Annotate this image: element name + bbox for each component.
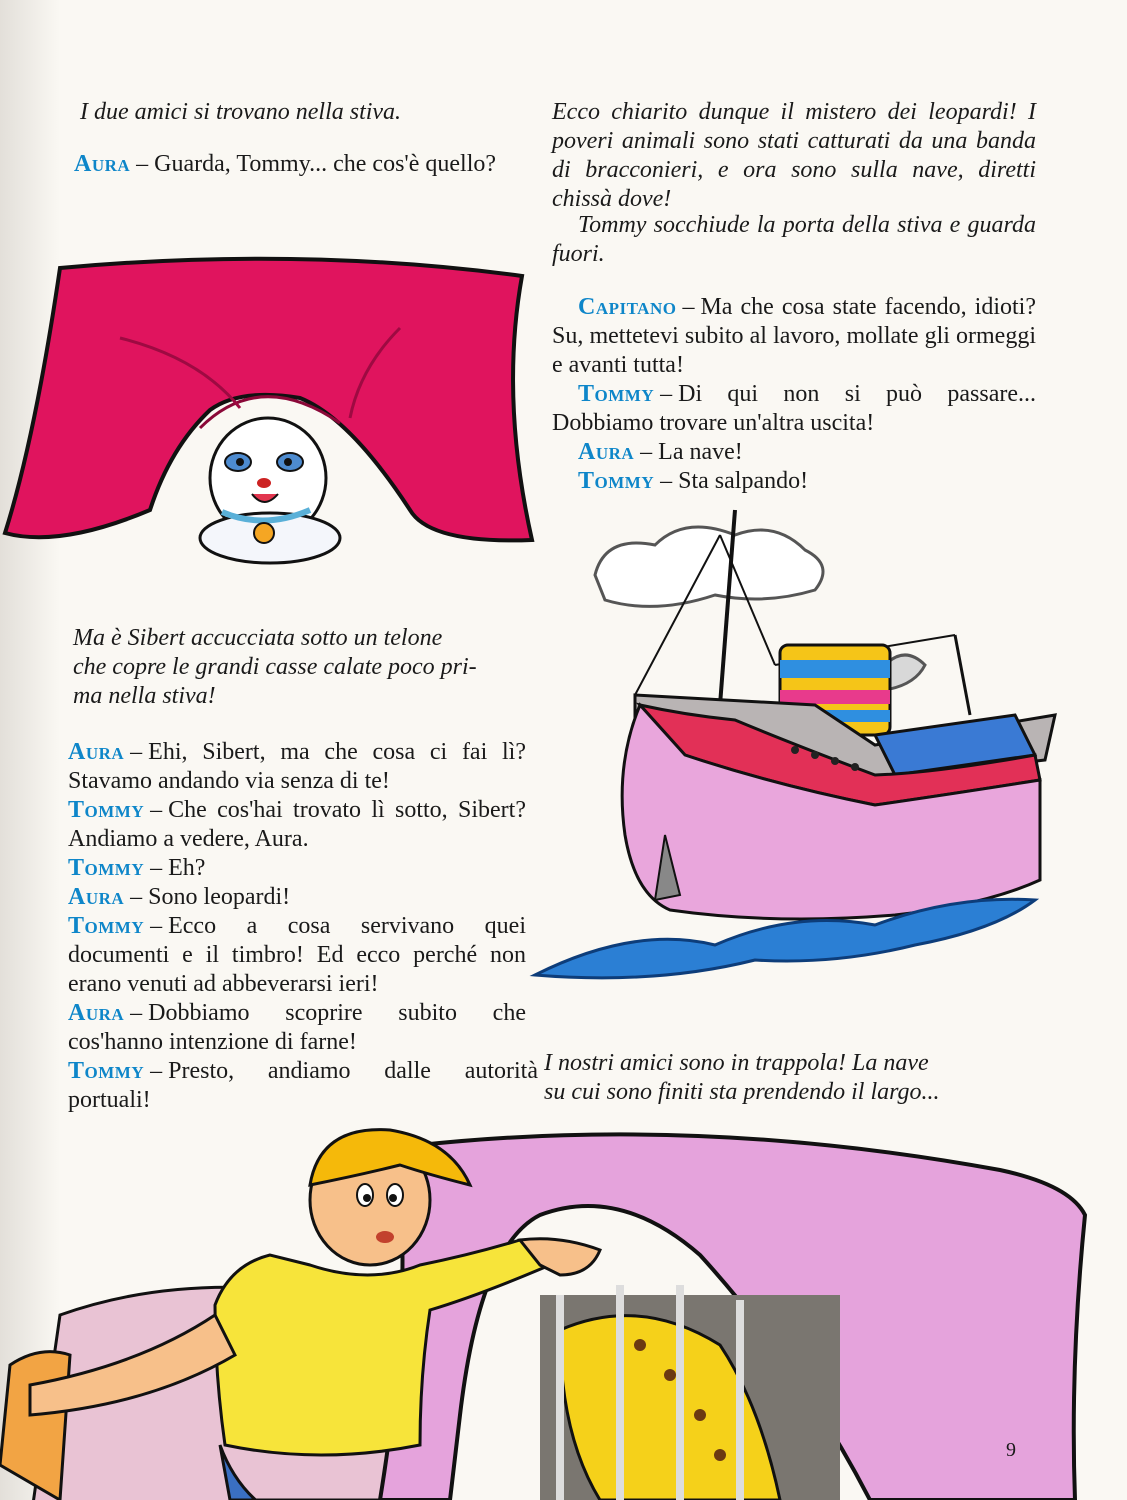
ship-illustration bbox=[515, 505, 1060, 1000]
left-dialogue-list bbox=[68, 738, 538, 1115]
speaker-label: Aura bbox=[74, 151, 131, 177]
speaker-label: Aura bbox=[68, 884, 125, 910]
speaker-label: Tommy bbox=[68, 797, 145, 823]
dialogue-line: Tommy – Presto, andiamo dalle autorità portuali! bbox=[68, 1058, 538, 1113]
tommy-door-narration: Tommy socchiude la porta della stiva e guarda fuori. bbox=[552, 212, 1036, 267]
sibert-under-tarp-illustration bbox=[0, 248, 545, 568]
dialogue-line: Aura – Dobbiamo scoprire subito che cos'hanno intenzione di farne! bbox=[68, 1000, 526, 1055]
speaker-label: Aura bbox=[68, 1000, 125, 1026]
speaker-label: Tommy bbox=[68, 1058, 145, 1084]
page-number: 9 bbox=[1006, 1439, 1016, 1461]
dialogue-line: Aura – Ehi, Sibert, ma che cosa ci fai lì? Stavamo andando via senza di te! bbox=[68, 739, 526, 794]
dialogue-line: Tommy – Ecco a cosa servivano quei documenti e il timbro! Ed ecco perché non erano venuti ad abbeverarsi ieri! bbox=[68, 913, 526, 997]
dialogue-line: Tommy – Sta salpando! bbox=[578, 468, 809, 494]
right-dialogue-list bbox=[552, 293, 1036, 496]
dialogue-line: Aura – La nave! bbox=[578, 439, 743, 465]
sibert-narration: Ma è Sibert accucciata sotto un telone che copre le grandi casse calate poco pri- ma nella stiva! bbox=[73, 625, 477, 709]
dialogue-line: Tommy – Che cos'hai trovato lì sotto, Sibert? Andiamo a vedere, Aura. bbox=[68, 797, 526, 852]
speaker-label: Tommy bbox=[68, 855, 145, 881]
mystery-narration: Ecco chiarito dunque il mistero dei leopardi! I poveri animali sono stati catturati da una banda di bracconieri, e ora sono sulla nave, diretti chissà dove! bbox=[552, 99, 1036, 212]
speaker-label: Tommy bbox=[68, 913, 145, 939]
tommy-leopard-cage-illustration bbox=[0, 1115, 1127, 1500]
speaker-label: Aura bbox=[68, 739, 125, 765]
speaker-label: Capitano bbox=[578, 294, 677, 320]
speaker-label: Tommy bbox=[578, 381, 655, 407]
trap-narration: I nostri amici sono in trappola! La nave su cui sono finiti sta prendendo il largo... bbox=[544, 1050, 940, 1105]
dialogue-line: Tommy – Di qui non si può passare... Dobbiamo trovare un'altra uscita! bbox=[552, 381, 1036, 436]
dialogue-line: Capitano – Ma che cosa state facendo, idioti? Su, mettetevi subito al lavoro, mollate gli ormeggi e avanti tutta! bbox=[552, 294, 1036, 378]
speaker-label: Aura bbox=[578, 439, 635, 465]
intro-narration: I due amici si trovano nella stiva. bbox=[80, 99, 402, 125]
dialogue-line: Aura – Sono leopardi! bbox=[68, 884, 291, 910]
speaker-label: Tommy bbox=[578, 468, 655, 494]
dialogue-line: Tommy – Eh? bbox=[68, 855, 206, 881]
dialogue-aura-1: Aura – Guarda, Tommy... che cos'è quello? bbox=[74, 151, 497, 177]
